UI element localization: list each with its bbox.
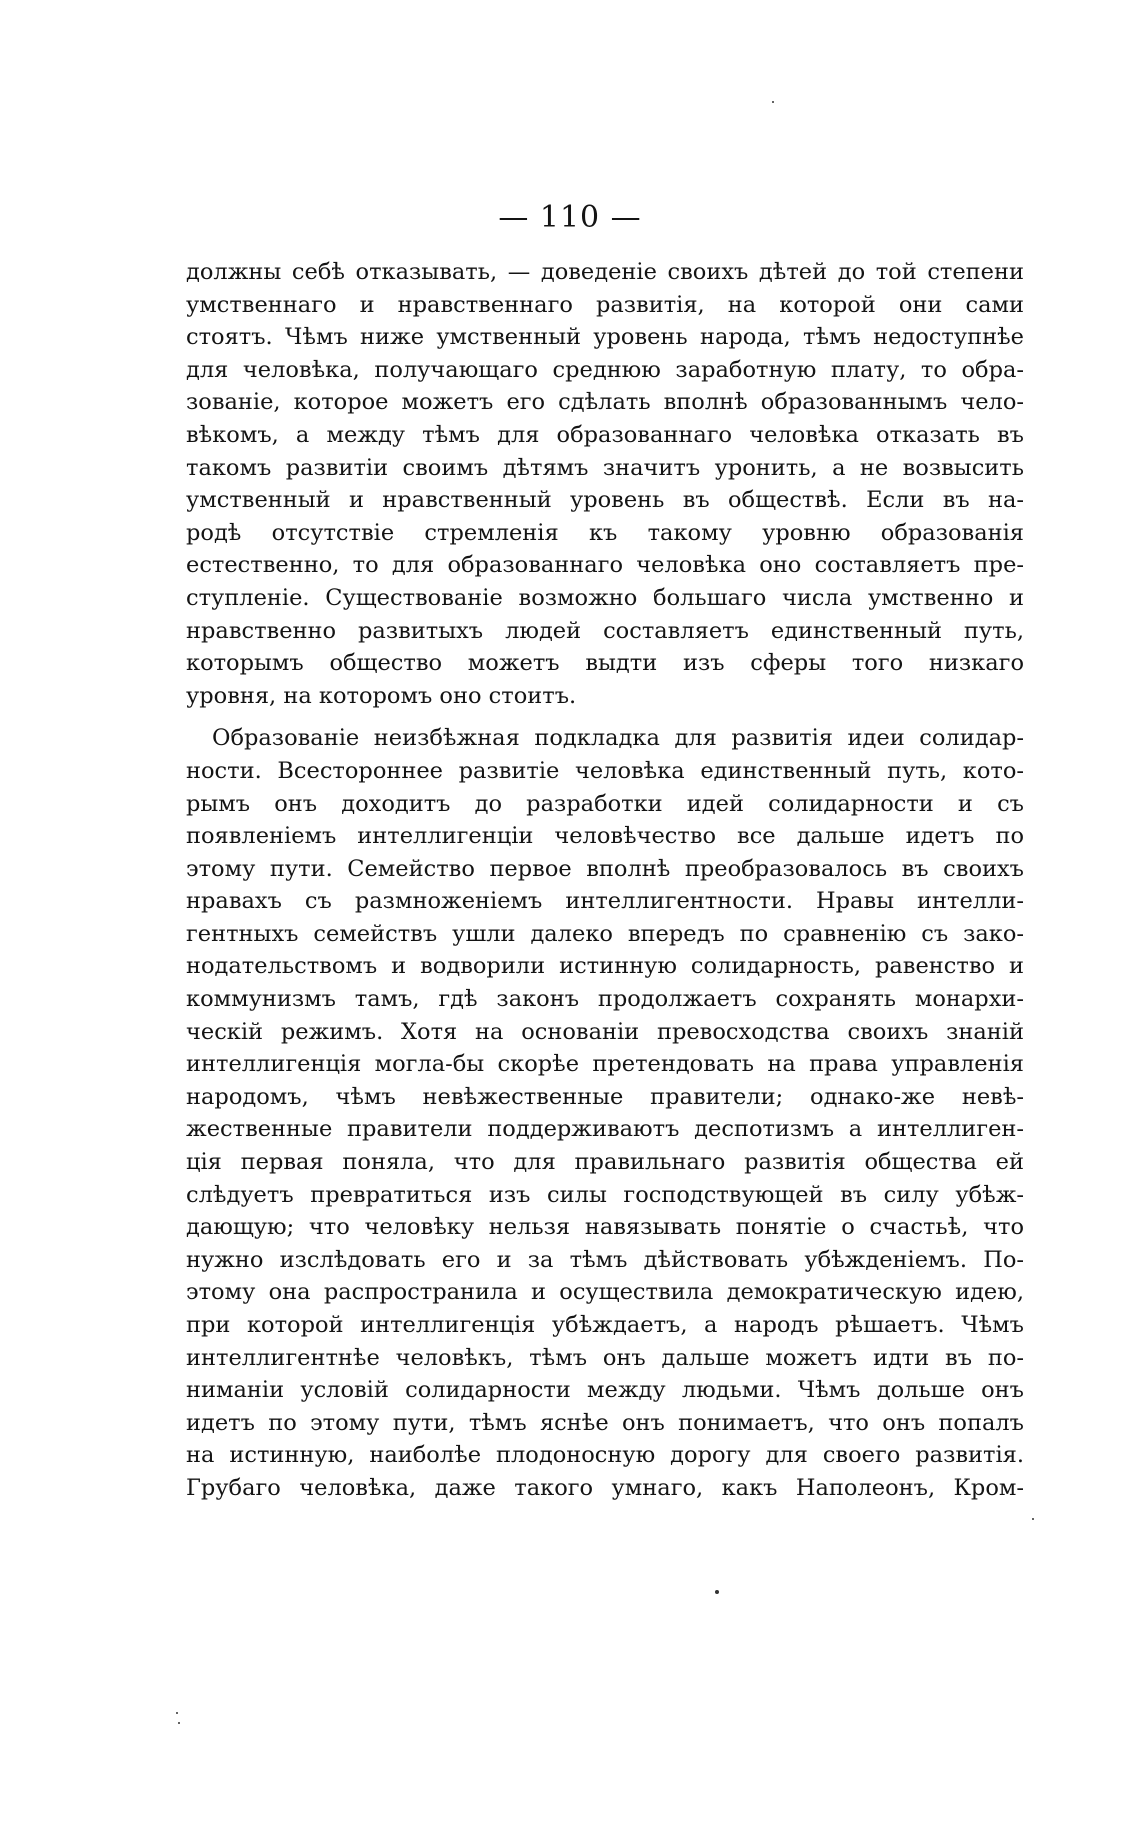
- text-line: этому пути. Семейство первое вполнѣ преобразовалось въ своихъ: [186, 855, 1024, 882]
- text-line: народомъ, чѣмъ невѣжественные правители; однако-же невѣ-: [186, 1083, 1024, 1110]
- text-line: ниманіи условій солидарности между людьми. Чѣмъ дольше онъ: [186, 1377, 1024, 1404]
- text-line: жественные правители поддерживаютъ деспотизмъ а интеллиген-: [186, 1116, 1024, 1143]
- scan-speck: [772, 101, 774, 103]
- text-line: коммунизмъ тамъ, гдѣ законъ продолжаетъ сохранять монархи-: [186, 986, 1024, 1013]
- page-number: — 110 —: [498, 200, 642, 235]
- text-line: Образованіе неизбѣжная подкладка для развитія идеи солидар-: [212, 725, 1024, 752]
- text-line: идетъ по этому пути, тѣмъ яснѣе онъ понимаетъ, что онъ попалъ: [186, 1409, 1024, 1436]
- text-line: умственнаго и нравственнаго развитія, на которой они сами: [186, 291, 1024, 318]
- text-line: интеллигенція могла-бы скорѣе претендовать на права управленія: [186, 1051, 1024, 1078]
- text-line: дающую; что человѣку нельзя навязывать понятіе о счастьѣ, что: [186, 1214, 1024, 1241]
- text-line: ступленіе. Существованіе возможно большаго числа умственно и: [186, 584, 1024, 611]
- text-line: слѣдуетъ превратиться изъ силы господствующей въ силу убѣж-: [186, 1181, 1024, 1208]
- text-line: умственный и нравственный уровень въ обществѣ. Если въ на-: [186, 487, 1024, 514]
- text-line: гентныхъ семействъ ушли далеко впередъ по сравненію съ зако-: [186, 920, 1024, 947]
- text-line: рымъ онъ доходитъ до разработки идей солидарности и съ: [186, 790, 1024, 817]
- scan-speck: [176, 1712, 178, 1714]
- text-line: при которой интеллигенція убѣждаетъ, а народъ рѣшаетъ. Чѣмъ: [186, 1312, 1024, 1338]
- text-line: зованіе, которое можетъ его сдѣлать вполнѣ образованнымъ чело-: [186, 389, 1024, 416]
- text-line: нравахъ съ размноженіемъ интеллигентности. Нравы интелли-: [186, 888, 1024, 915]
- text-line: стоятъ. Чѣмъ ниже умственный уровень народа, тѣмъ недоступнѣе: [186, 324, 1024, 351]
- text-line: Грубаго человѣка, даже такого умнаго, какъ Наполеонъ, Кром-: [186, 1474, 1024, 1501]
- text-line: ческій режимъ. Хотя на основаніи превосходства своихъ знаній: [186, 1018, 1024, 1045]
- paragraph-1: [186, 256, 1024, 712]
- text-line: появленіемъ интеллигенціи человѣчество все дальше идетъ по: [186, 823, 1024, 850]
- text-line: для человѣка, получающаго среднюю заработную плату, то обра-: [186, 356, 1024, 383]
- scan-speck: [1032, 1518, 1034, 1520]
- text-line: нужно изслѣдовать его и за тѣмъ дѣйствовать убѣжденіемъ. По-: [186, 1246, 1024, 1273]
- text-line: которымъ общество можетъ выдти изъ сферы того низкаго: [186, 650, 1024, 677]
- scan-speck: [178, 1722, 180, 1724]
- paragraph-gap: [186, 712, 1024, 722]
- body-text: [186, 256, 1024, 1505]
- text-line: уровня, на которомъ оно стоитъ.: [186, 682, 577, 709]
- text-line: нравственно развитыхъ людей составляетъ единственный путь,: [186, 617, 1024, 644]
- text-line: такомъ развитіи своимъ дѣтямъ значитъ уронить, а не возвысить: [186, 454, 1024, 481]
- text-line: ція первая поняла, что для правильнаго развитія общества ей: [186, 1149, 1024, 1176]
- text-line: этому она распространила и осуществила демократическую идею,: [186, 1279, 1024, 1306]
- text-line: нодательствомъ и водворили истинную солидарность, равенство и: [186, 953, 1024, 980]
- text-line: интеллигентнѣе человѣкъ, тѣмъ онъ дальше можетъ идти въ по-: [186, 1344, 1024, 1371]
- text-line: вѣкомъ, а между тѣмъ для образованнаго человѣка отказать въ: [186, 421, 1024, 448]
- text-line: должны себѣ отказывать, — доведеніе своихъ дѣтей до той степени: [186, 259, 1024, 285]
- scan-speck: [715, 1590, 719, 1594]
- text-line: на истинную, наиболѣе плодоносную дорогу для своего развитія.: [186, 1442, 1024, 1469]
- text-line: родѣ отсутствіе стремленія къ такому уровню образованія: [186, 519, 1024, 546]
- text-line: ности. Всестороннее развитіе человѣка единственный путь, кото-: [186, 757, 1024, 784]
- text-line: естественно, то для образованнаго человѣка оно составляетъ пре-: [186, 552, 1024, 579]
- paragraph-2: [186, 722, 1024, 1504]
